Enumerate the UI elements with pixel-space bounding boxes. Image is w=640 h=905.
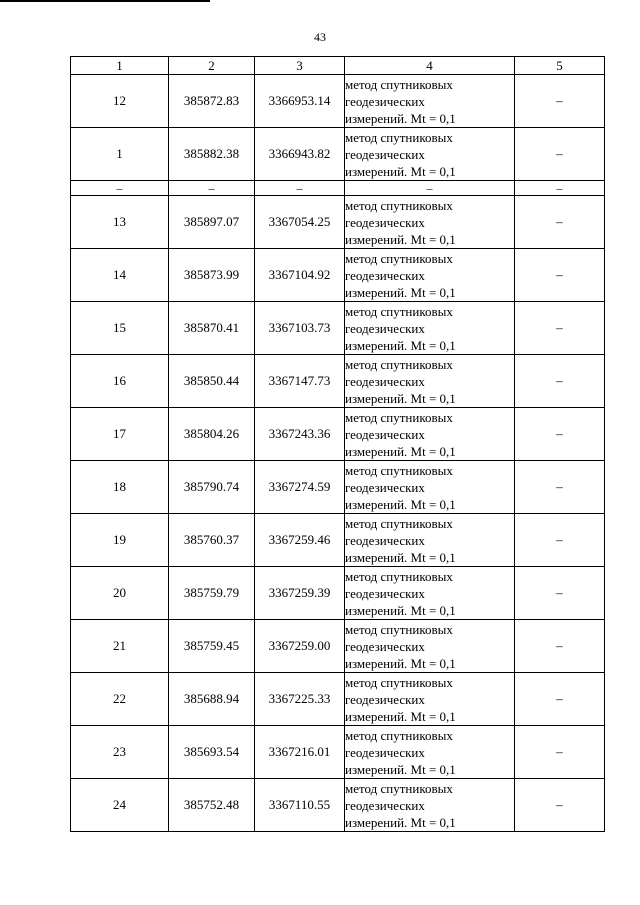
column-header-3: 3 <box>255 57 345 75</box>
method-cell <box>345 355 515 408</box>
table-row <box>71 355 605 408</box>
table-row <box>71 461 605 514</box>
method-cell <box>345 128 515 181</box>
method-cell <box>345 673 515 726</box>
y-coordinate-cell: 3367110.55 <box>255 779 345 832</box>
method-line: метод спутниковых <box>345 674 453 690</box>
x-coordinate-cell: 385759.79 <box>169 567 255 620</box>
note-cell: – <box>515 128 605 181</box>
table-row <box>71 75 605 128</box>
method-line: геодезических <box>345 744 425 760</box>
method-line: метод спутниковых <box>345 303 453 319</box>
x-coordinate-cell: 385850.44 <box>169 355 255 408</box>
method-line: измерений. Mt = 0,1 <box>345 284 456 300</box>
note-cell: – <box>515 779 605 832</box>
method-line: геодезических <box>345 479 425 495</box>
table-row <box>71 514 605 567</box>
method-cell <box>345 726 515 779</box>
method-line: геодезических <box>345 638 425 654</box>
note-cell: – <box>515 514 605 567</box>
method-line: геодезических <box>345 532 425 548</box>
point-number-cell: 21 <box>71 620 169 673</box>
method-line: геодезических <box>345 214 425 230</box>
column-header-4: 4 <box>345 57 515 75</box>
method-cell <box>345 75 515 128</box>
method-line: метод спутниковых <box>345 250 453 266</box>
column-header-5: 5 <box>515 57 605 75</box>
method-line: геодезических <box>345 320 425 336</box>
method-cell <box>345 514 515 567</box>
table-row <box>71 408 605 461</box>
table-row <box>71 128 605 181</box>
method-cell <box>345 196 515 249</box>
table-body <box>71 75 605 832</box>
method-line: геодезических <box>345 691 425 707</box>
note-cell: – <box>515 355 605 408</box>
method-line: геодезических <box>345 267 425 283</box>
method-line: измерений. Mt = 0,1 <box>345 231 456 247</box>
page-number: 43 <box>314 30 326 44</box>
method-line: измерений. Mt = 0,1 <box>345 496 456 512</box>
method-line: метод спутниковых <box>345 197 453 213</box>
y-coordinate-cell: 3366943.82 <box>255 128 345 181</box>
note-cell: – <box>515 567 605 620</box>
table-row <box>71 620 605 673</box>
method-line: геодезических <box>345 797 425 813</box>
x-coordinate-cell: 385759.45 <box>169 620 255 673</box>
method-line: измерений. Mt = 0,1 <box>345 337 456 353</box>
x-coordinate-cell: 385752.48 <box>169 779 255 832</box>
y-coordinate-cell: 3367054.25 <box>255 196 345 249</box>
x-coordinate-cell: 385870.41 <box>169 302 255 355</box>
method-cell <box>345 249 515 302</box>
method-cell <box>345 567 515 620</box>
y-coordinate-cell: 3366953.14 <box>255 75 345 128</box>
point-number-cell: 24 <box>71 779 169 832</box>
method-line: метод спутниковых <box>345 76 453 92</box>
method-line: геодезических <box>345 426 425 442</box>
x-coordinate-cell: – <box>169 181 255 196</box>
x-coordinate-cell: 385804.26 <box>169 408 255 461</box>
y-coordinate-cell: 3367104.92 <box>255 249 345 302</box>
x-coordinate-cell: 385790.74 <box>169 461 255 514</box>
method-line: измерений. Mt = 0,1 <box>345 655 456 671</box>
note-cell: – <box>515 726 605 779</box>
method-line: метод спутниковых <box>345 409 453 425</box>
method-line: измерений. Mt = 0,1 <box>345 390 456 406</box>
method-line: геодезических <box>345 373 425 389</box>
method-cell <box>345 620 515 673</box>
table-row <box>71 673 605 726</box>
method-cell <box>345 461 515 514</box>
method-cell: – <box>345 181 515 196</box>
method-line: метод спутниковых <box>345 727 453 743</box>
y-coordinate-cell: 3367147.73 <box>255 355 345 408</box>
method-cell <box>345 302 515 355</box>
y-coordinate-cell: – <box>255 181 345 196</box>
y-coordinate-cell: 3367259.00 <box>255 620 345 673</box>
method-line: геодезических <box>345 93 425 109</box>
method-line: геодезических <box>345 146 425 162</box>
method-line: метод спутниковых <box>345 129 453 145</box>
note-cell: – <box>515 302 605 355</box>
method-line: измерений. Mt = 0,1 <box>345 814 456 830</box>
x-coordinate-cell: 385760.37 <box>169 514 255 567</box>
column-header-2: 2 <box>169 57 255 75</box>
point-number-cell: 22 <box>71 673 169 726</box>
method-line: метод спутниковых <box>345 621 453 637</box>
point-number-cell: 12 <box>71 75 169 128</box>
point-number-cell: 13 <box>71 196 169 249</box>
point-number-cell: 18 <box>71 461 169 514</box>
point-number-cell: – <box>71 181 169 196</box>
point-number-cell: 15 <box>71 302 169 355</box>
note-cell: – <box>515 620 605 673</box>
method-line: метод спутниковых <box>345 515 453 531</box>
coordinates-table <box>70 56 605 832</box>
point-number-cell: 19 <box>71 514 169 567</box>
method-line: измерений. Mt = 0,1 <box>345 163 456 179</box>
point-number-cell: 1 <box>71 128 169 181</box>
y-coordinate-cell: 3367259.39 <box>255 567 345 620</box>
method-line: измерений. Mt = 0,1 <box>345 602 456 618</box>
table-row <box>71 779 605 832</box>
column-header-1: 1 <box>71 57 169 75</box>
method-line: метод спутниковых <box>345 462 453 478</box>
x-coordinate-cell: 385873.99 <box>169 249 255 302</box>
table-header-row <box>71 57 605 75</box>
note-cell: – <box>515 249 605 302</box>
x-coordinate-cell: 385882.38 <box>169 128 255 181</box>
method-line: измерений. Mt = 0,1 <box>345 110 456 126</box>
top-rule <box>0 0 210 2</box>
note-cell: – <box>515 408 605 461</box>
method-line: измерений. Mt = 0,1 <box>345 549 456 565</box>
note-cell: – <box>515 461 605 514</box>
method-line: измерений. Mt = 0,1 <box>345 708 456 724</box>
note-cell: – <box>515 673 605 726</box>
note-cell: – <box>515 75 605 128</box>
method-line: измерений. Mt = 0,1 <box>345 443 456 459</box>
table-row <box>71 302 605 355</box>
table-row <box>71 249 605 302</box>
method-line: геодезических <box>345 585 425 601</box>
note-cell: – <box>515 181 605 196</box>
point-number-cell: 23 <box>71 726 169 779</box>
note-cell: – <box>515 196 605 249</box>
x-coordinate-cell: 385688.94 <box>169 673 255 726</box>
y-coordinate-cell: 3367216.01 <box>255 726 345 779</box>
y-coordinate-cell: 3367259.46 <box>255 514 345 567</box>
method-cell <box>345 779 515 832</box>
x-coordinate-cell: 385693.54 <box>169 726 255 779</box>
method-line: измерений. Mt = 0,1 <box>345 761 456 777</box>
point-number-cell: 16 <box>71 355 169 408</box>
method-line: метод спутниковых <box>345 780 453 796</box>
method-line: метод спутниковых <box>345 568 453 584</box>
table-row <box>71 726 605 779</box>
method-cell <box>345 408 515 461</box>
table-row <box>71 196 605 249</box>
y-coordinate-cell: 3367274.59 <box>255 461 345 514</box>
x-coordinate-cell: 385872.83 <box>169 75 255 128</box>
method-line: метод спутниковых <box>345 356 453 372</box>
x-coordinate-cell: 385897.07 <box>169 196 255 249</box>
point-number-cell: 14 <box>71 249 169 302</box>
y-coordinate-cell: 3367103.73 <box>255 302 345 355</box>
y-coordinate-cell: 3367225.33 <box>255 673 345 726</box>
separator-row <box>71 181 605 196</box>
point-number-cell: 20 <box>71 567 169 620</box>
y-coordinate-cell: 3367243.36 <box>255 408 345 461</box>
table-row <box>71 567 605 620</box>
point-number-cell: 17 <box>71 408 169 461</box>
